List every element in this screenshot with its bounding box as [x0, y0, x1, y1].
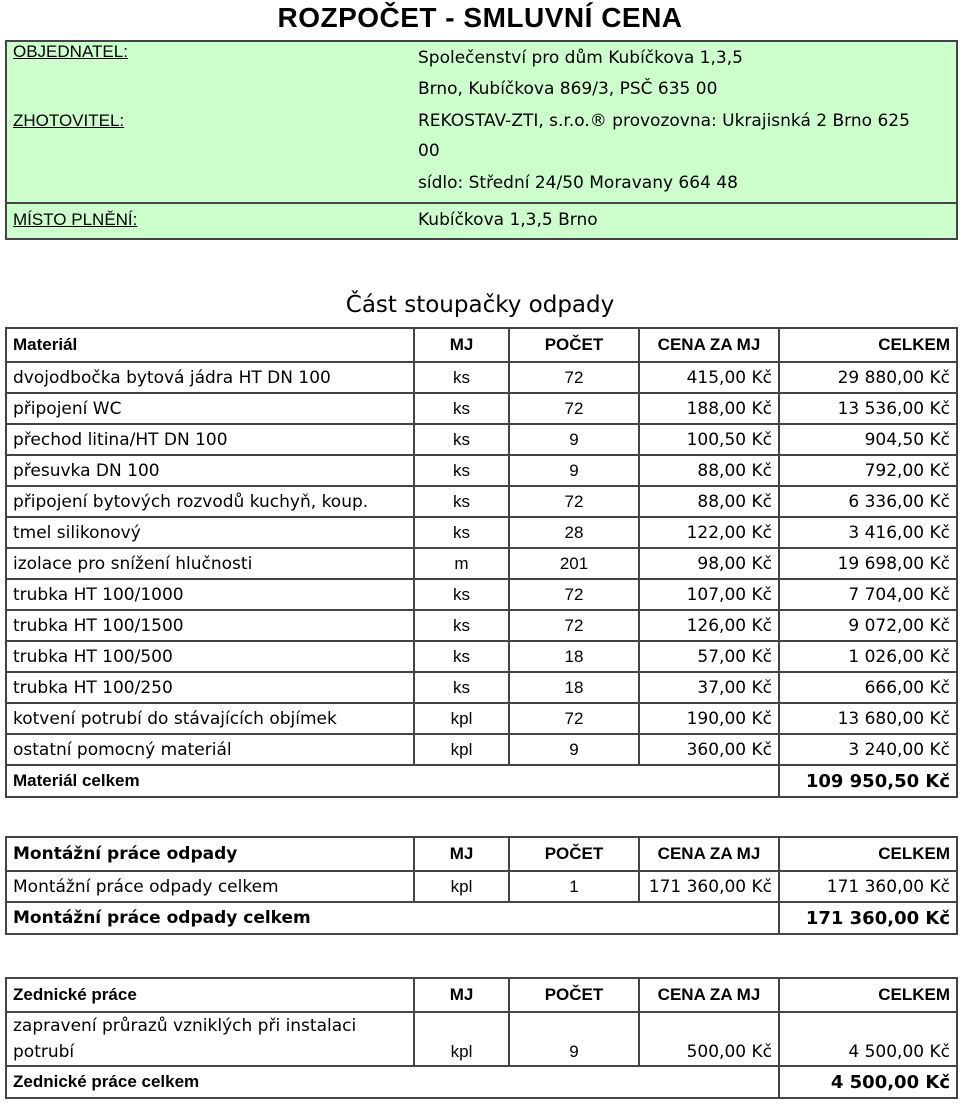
material-row-celkem: 19 698,00 Kč — [779, 548, 957, 579]
material-table — [5, 327, 958, 798]
header-block — [5, 40, 958, 240]
material-row-celkem: 1 026,00 Kč — [779, 641, 957, 672]
table-row — [6, 672, 957, 703]
table-row — [6, 734, 957, 765]
montaz-total-row — [6, 902, 957, 934]
misto-label: MÍSTO PLNĚNÍ: — [6, 203, 412, 239]
material-row-mj: ks — [414, 672, 509, 703]
material-row-name: dvojodbočka bytová jádra HT DN 100 — [6, 362, 414, 393]
material-row-pocet: 72 — [509, 703, 639, 734]
material-row-pocet: 18 — [509, 672, 639, 703]
material-row-celkem: 904,50 Kč — [779, 424, 957, 455]
material-row-cena: 360,00 Kč — [639, 734, 779, 765]
material-row-celkem: 29 880,00 Kč — [779, 362, 957, 393]
zednicke-row-celkem: 4 500,00 Kč — [779, 1012, 957, 1066]
material-row-celkem: 792,00 Kč — [779, 455, 957, 486]
material-row-name: přechod litina/HT DN 100 — [6, 424, 414, 455]
objednatel-label: OBJEDNATEL: — [6, 41, 412, 75]
montaz-row-mj: kpl — [414, 871, 509, 902]
table-row — [6, 424, 957, 455]
zednicke-table — [5, 977, 958, 1099]
material-row-mj: ks — [414, 486, 509, 517]
zhotovitel-line2: sídlo: Střední 24/50 Moravany 664 48 — [412, 169, 957, 203]
material-row-mj: ks — [414, 610, 509, 641]
material-row-name: tmel silikonový — [6, 517, 414, 548]
material-row-name: trubka HT 100/500 — [6, 641, 414, 672]
table-row — [6, 362, 957, 393]
material-row-mj: ks — [414, 362, 509, 393]
material-row-mj: kpl — [414, 703, 509, 734]
material-row-mj: m — [414, 548, 509, 579]
document-title: ROZPOČET - SMLUVNÍ CENA — [277, 2, 683, 33]
material-row-name: ostatní pomocný materiál — [6, 734, 414, 765]
material-row-name: připojení WC — [6, 393, 414, 424]
montaz-row-pocet: 1 — [509, 871, 639, 902]
material-row-celkem: 9 072,00 Kč — [779, 610, 957, 641]
material-row-name: kotvení potrubí do stávajících objímek — [6, 703, 414, 734]
material-row-mj: ks — [414, 393, 509, 424]
material-row-name: trubka HT 100/250 — [6, 672, 414, 703]
material-row-cena: 415,00 Kč — [639, 362, 779, 393]
header-cena: CENA ZA MJ — [639, 328, 779, 362]
zednicke-total-label: Zednické práce celkem — [6, 1066, 779, 1098]
zednicke-total-row — [6, 1066, 957, 1098]
material-row-mj: ks — [414, 424, 509, 455]
material-total-row — [6, 765, 957, 797]
zednicke-header-name: Zednické práce — [6, 978, 414, 1012]
montaz-total-label: Montážní práce odpady celkem — [6, 902, 779, 934]
material-row-celkem: 3 240,00 Kč — [779, 734, 957, 765]
material-row-cena: 57,00 Kč — [639, 641, 779, 672]
montaz-row-celkem: 171 360,00 Kč — [779, 871, 957, 902]
table-row — [6, 610, 957, 641]
material-row-name: trubka HT 100/1000 — [6, 579, 414, 610]
material-row-mj: ks — [414, 579, 509, 610]
material-row-pocet: 72 — [509, 579, 639, 610]
montaz-table — [5, 836, 958, 935]
table-row — [6, 871, 957, 902]
material-row-pocet: 18 — [509, 641, 639, 672]
material-row-pocet: 72 — [509, 362, 639, 393]
material-row-cena: 88,00 Kč — [639, 486, 779, 517]
material-total-value: 109 950,50 Kč — [779, 765, 957, 797]
material-row-celkem: 13 680,00 Kč — [779, 703, 957, 734]
material-total-label: Materiál celkem — [6, 765, 779, 797]
zednicke-header-celkem: CELKEM — [779, 978, 957, 1012]
zednicke-total-value: 4 500,00 Kč — [779, 1066, 957, 1098]
zednicke-header-pocet: POČET — [509, 978, 639, 1012]
material-row-celkem: 666,00 Kč — [779, 672, 957, 703]
montaz-header-mj: MJ — [414, 837, 509, 871]
material-row-mj: ks — [414, 641, 509, 672]
material-row-cena: 107,00 Kč — [639, 579, 779, 610]
material-row-celkem: 13 536,00 Kč — [779, 393, 957, 424]
material-row-cena: 88,00 Kč — [639, 455, 779, 486]
material-row-name: připojení bytových rozvodů kuchyň, koup. — [6, 486, 414, 517]
montaz-header-cena: CENA ZA MJ — [639, 837, 779, 871]
zednicke-header-mj: MJ — [414, 978, 509, 1012]
material-row-cena: 37,00 Kč — [639, 672, 779, 703]
material-row-name: trubka HT 100/1500 — [6, 610, 414, 641]
material-header-row — [6, 328, 957, 362]
section-title: Část stoupačky odpady — [345, 292, 615, 318]
material-row-name: přesuvka DN 100 — [6, 455, 414, 486]
montaz-header-row — [6, 837, 957, 871]
material-row-pocet: 72 — [509, 486, 639, 517]
zhotovitel-line1: REKOSTAV-ZTI, s.r.o.® provozovna: Ukrajisnká 2 Brno 625 — [412, 109, 957, 141]
material-row-celkem: 7 704,00 Kč — [779, 579, 957, 610]
material-row-cena: 188,00 Kč — [639, 393, 779, 424]
material-row-cena: 126,00 Kč — [639, 610, 779, 641]
zednicke-header-cena: CENA ZA MJ — [639, 978, 779, 1012]
material-row-pocet: 9 — [509, 734, 639, 765]
header-celkem: CELKEM — [779, 328, 957, 362]
material-rows — [6, 362, 957, 765]
material-row-celkem: 6 336,00 Kč — [779, 486, 957, 517]
table-row — [6, 455, 957, 486]
table-row — [6, 579, 957, 610]
material-row-pocet: 9 — [509, 455, 639, 486]
montaz-row-cena: 171 360,00 Kč — [639, 871, 779, 902]
table-row — [6, 703, 957, 734]
zhotovitel-label: ZHOTOVITEL: — [6, 109, 412, 141]
zednicke-row-name-line1: zapravení průrazů vzniklých při instalaci — [13, 1016, 357, 1036]
montaz-total-value: 171 360,00 Kč — [779, 902, 957, 934]
header-mj: MJ — [414, 328, 509, 362]
table-row — [6, 548, 957, 579]
table-row — [6, 1012, 957, 1066]
material-row-pocet: 201 — [509, 548, 639, 579]
material-row-mj: kpl — [414, 734, 509, 765]
material-row-cena: 190,00 Kč — [639, 703, 779, 734]
zednicke-row-name — [6, 1012, 414, 1066]
zednicke-header-row — [6, 978, 957, 1012]
zednicke-row-cena: 500,00 Kč — [639, 1012, 779, 1066]
material-row-pocet: 72 — [509, 393, 639, 424]
montaz-header-pocet: POČET — [509, 837, 639, 871]
material-row-celkem: 3 416,00 Kč — [779, 517, 957, 548]
zednicke-row-name-line2: potrubí — [13, 1042, 75, 1062]
material-row-pocet: 72 — [509, 610, 639, 641]
zhotovitel-line1b: 00 — [412, 141, 957, 169]
material-row-cena: 100,50 Kč — [639, 424, 779, 455]
table-row — [6, 393, 957, 424]
material-row-pocet: 9 — [509, 424, 639, 455]
zednicke-row-mj: kpl — [414, 1012, 509, 1066]
material-row-mj: ks — [414, 517, 509, 548]
montaz-header-celkem: CELKEM — [779, 837, 957, 871]
objednatel-line2: Brno, Kubíčkova 869/3, PSČ 635 00 — [412, 75, 957, 109]
material-row-pocet: 28 — [509, 517, 639, 548]
header-material: Materiál — [6, 328, 414, 362]
montaz-header-name: Montážní práce odpady — [6, 837, 414, 871]
objednatel-line1: Společenství pro dům Kubíčkova 1,3,5 — [412, 41, 957, 75]
material-row-name: izolace pro snížení hlučnosti — [6, 548, 414, 579]
zednicke-row-pocet: 9 — [509, 1012, 639, 1066]
material-row-mj: ks — [414, 455, 509, 486]
header-pocet: POČET — [509, 328, 639, 362]
table-row — [6, 517, 957, 548]
table-row — [6, 486, 957, 517]
misto-value: Kubíčkova 1,3,5 Brno — [412, 203, 957, 239]
table-row — [6, 641, 957, 672]
montaz-row-name: Montážní práce odpady celkem — [6, 871, 414, 902]
material-row-cena: 122,00 Kč — [639, 517, 779, 548]
material-row-cena: 98,00 Kč — [639, 548, 779, 579]
